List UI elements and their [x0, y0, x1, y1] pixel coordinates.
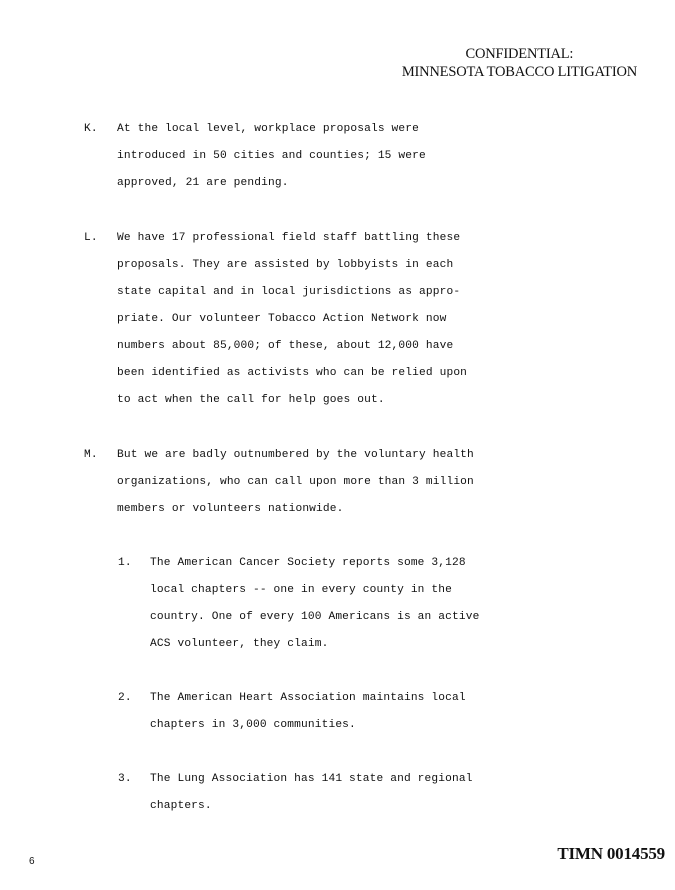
paragraph-line: priate. Our volunteer Tobacco Action Network now [117, 313, 447, 325]
list-marker: 1. [118, 557, 132, 569]
paragraph-line: At the local level, workplace proposals were [117, 123, 419, 135]
paragraph-line: chapters in 3,000 communities. [150, 719, 356, 731]
paragraph-line: country. One of every 100 Americans is an active [150, 611, 480, 623]
paragraph-line: ACS volunteer, they claim. [150, 638, 329, 650]
paragraph-line: approved, 21 are pending. [117, 177, 289, 189]
paragraph-line: local chapters -- one in every county in the [150, 584, 452, 596]
paragraph-line: The American Heart Association maintains local [150, 692, 466, 704]
page-number: 6 [29, 856, 35, 867]
paragraph-line: proposals. They are assisted by lobbyists in each [117, 259, 454, 271]
paragraph-line: chapters. [150, 800, 212, 812]
header-confidential-label: CONFIDENTIAL: [465, 46, 574, 62]
header-litigation-label: MINNESOTA TOBACCO LITIGATION [401, 64, 637, 80]
list-marker: 2. [118, 692, 132, 704]
paragraph-line: to act when the call for help goes out. [117, 394, 385, 406]
list-marker: 3. [118, 773, 132, 785]
paragraph-line: been identified as activists who can be relied upon [117, 367, 468, 379]
list-marker: K. [84, 123, 98, 135]
confidential-header [402, 45, 637, 81]
bates-number: TIMN 0014559 [557, 844, 665, 863]
paragraph-line: members or volunteers nationwide. [117, 503, 344, 515]
list-marker: M. [84, 449, 98, 461]
paragraph-line: But we are badly outnumbered by the voluntary health [117, 449, 474, 461]
paragraph-line: We have 17 professional field staff battling these [117, 232, 461, 244]
list-marker: L. [84, 232, 98, 244]
paragraph-line: state capital and in local jurisdictions as appro- [117, 286, 461, 298]
paragraph-line: organizations, who can call upon more than 3 million [117, 476, 474, 488]
paragraph-line: The Lung Association has 141 state and regional [150, 773, 473, 785]
paragraph-line: introduced in 50 cities and counties; 15 were [117, 150, 426, 162]
paragraph-line: The American Cancer Society reports some 3,128 [150, 557, 466, 569]
paragraph-line: numbers about 85,000; of these, about 12,000 have [117, 340, 454, 352]
